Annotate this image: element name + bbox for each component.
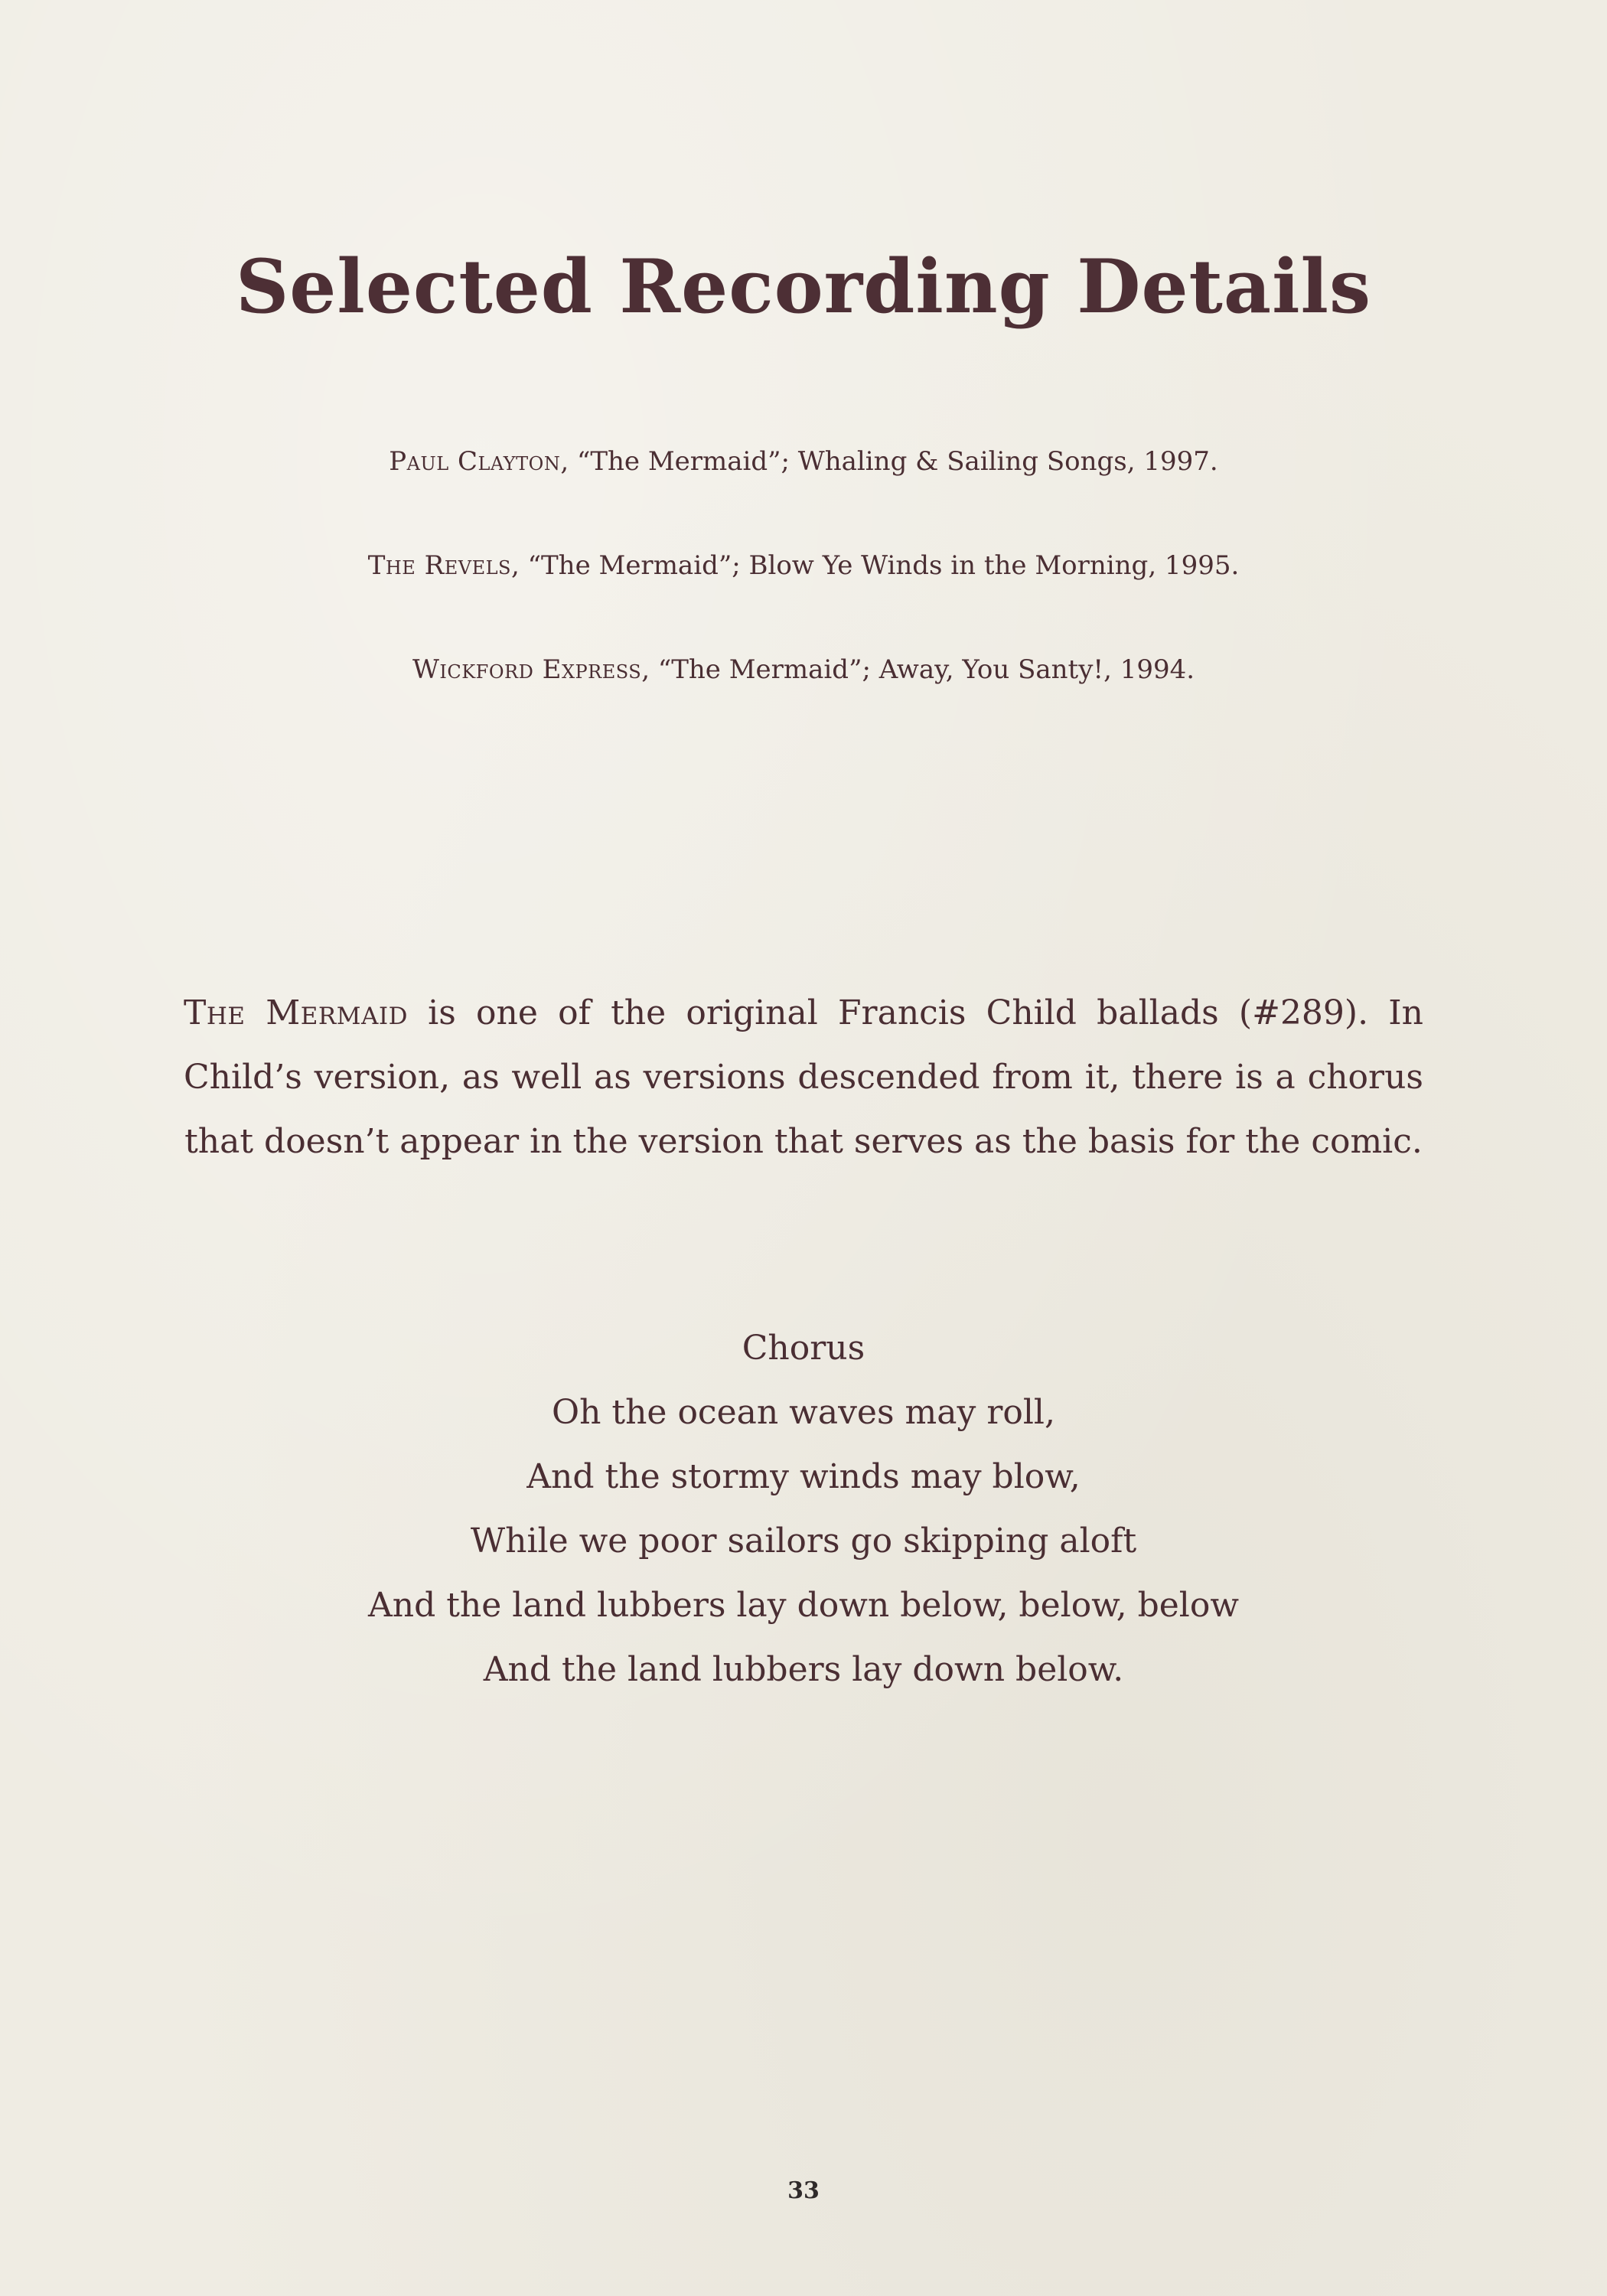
recording-details: , “The Mermaid”; Blow Ye Winds in the Morning, 1995.	[511, 550, 1240, 581]
recording-item	[0, 651, 1607, 755]
chorus-line: And the stormy winds may blow,	[526, 1457, 1081, 1496]
page-number: 33	[787, 2177, 820, 2204]
recording-artist: Wickford Express	[412, 654, 642, 685]
recording-list	[0, 442, 1607, 755]
chorus-line: Oh the ocean waves may roll,	[552, 1393, 1055, 1432]
chorus-line: And the land lubbers lay down below, below, below	[367, 1586, 1240, 1625]
recording-artist: Paul Clayton	[389, 446, 561, 477]
recording-details: , “The Mermaid”; Whaling & Sailing Songs, 1997.	[560, 446, 1218, 477]
ballad-note	[184, 981, 1423, 1174]
chorus-heading: Chorus	[742, 1329, 865, 1368]
chorus-line: And the land lubbers lay down below.	[483, 1650, 1124, 1689]
recording-details: , “The Mermaid”; Away, You Santy!, 1994.	[641, 654, 1195, 685]
recording-artist: The Revels	[367, 550, 511, 581]
note-text: is one of the original Francis Child ballads (#289). In Child’s version, as well as versions descended from it, there is a chorus that doesn’t appear in the version that serves as the basis for the comic.	[184, 993, 1423, 1161]
page-title: Selected Recording Details	[235, 243, 1372, 330]
recording-item	[0, 546, 1607, 651]
chorus-line: While we poor sailors go skipping aloft	[470, 1521, 1137, 1561]
note-lead: The Mermaid	[184, 993, 408, 1032]
recording-item	[0, 442, 1607, 546]
chorus-block	[0, 1316, 1607, 1702]
